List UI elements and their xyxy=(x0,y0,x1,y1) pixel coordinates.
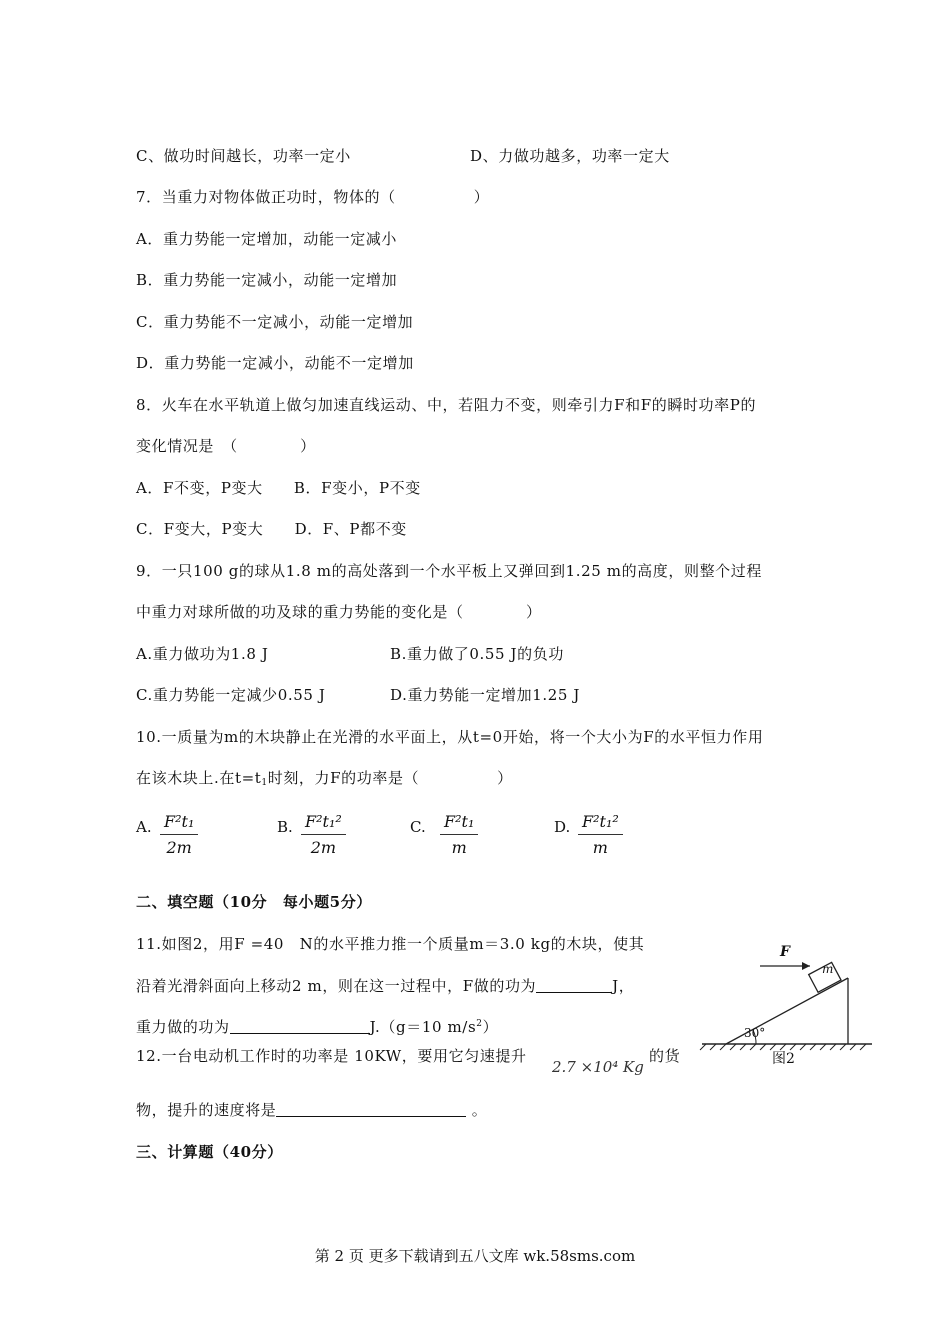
figure-2 xyxy=(698,940,878,1070)
q6-option-c: C、做功时间越长，功率一定小 xyxy=(136,147,351,165)
question-11: 11.如图2，用F =40 N的水平推力推一个质量m＝3.0 kg的木块，使其 xyxy=(136,935,645,953)
q9-option-a: A.重力做功为1.8 J xyxy=(136,645,269,663)
q9-option-c: C.重力势能一定减少0.55 J xyxy=(136,686,326,704)
question-11-cont2: 重力做的功为 J.（g＝10 $m/s^2$） xyxy=(136,1018,499,1036)
angle-label: 30° xyxy=(744,1026,766,1040)
q9-option-b: B.重力做了0.55 J的负功 xyxy=(390,645,564,663)
question-8-cont: 变化情况是 （ ） xyxy=(136,437,316,455)
q7-option-c: C．重力势能不一定减小，动能一定增加 xyxy=(136,313,414,331)
question-11-cont: 沿着光滑斜面向上移动2 m，则在这一过程中，F做的功为 J， xyxy=(136,977,635,995)
q10-option-c-label: C. xyxy=(410,818,426,836)
question-12-tail: 的货 xyxy=(649,1047,681,1065)
question-12: 12.一台电动机工作时的功率是 10KW，要用它匀速提升 xyxy=(136,1047,527,1065)
q9-option-d: D.重力势能一定增加1.25 J xyxy=(390,686,581,704)
question-9-cont: 中重力对球所做的功及球的重力势能的变化是（ ） xyxy=(136,603,542,621)
page-footer: 第 2 页 更多下载请到五八文库 wk.58sms.com xyxy=(314,1247,636,1265)
question-8: 8．火车在水平轨道上做匀加速直线运动、中，若阻力不变，则牵引力F和F的瞬时功率P的 xyxy=(136,396,757,414)
q10-option-a-label: A. xyxy=(136,818,152,836)
q10-option-c-fraction: $\frac{\text{F²t₁}}{m}$ xyxy=(440,812,478,857)
q7-option-b: B．重力势能一定减小，动能一定增加 xyxy=(136,271,398,289)
section-2-heading: 二、填空题（10分 每小题5分） xyxy=(136,893,372,911)
answer-blank-work-f[interactable] xyxy=(536,978,612,993)
answer-blank-speed[interactable] xyxy=(276,1102,466,1117)
force-label: F xyxy=(780,944,790,960)
q10-option-d-fraction: $\frac{\text{F²t₁²}}{m}$ xyxy=(578,812,623,857)
q10-option-b-fraction: $\frac{\text{F²t₁²}}{2m}$ xyxy=(301,812,346,857)
q10-option-a-fraction: $\frac{\text{F²t₁}}{2m}$ xyxy=(160,812,198,857)
question-7: 7．当重力对物体做正功时，物体的（ ） xyxy=(136,188,490,206)
q7-option-a: A．重力势能一定增加，动能一定减小 xyxy=(136,230,398,248)
question-9: 9．一只100 g的球从1.8 m的高处落到一个水平板上又弹回到1.25 m的高度，则整个过程 xyxy=(136,562,762,580)
q8-options-cd: C．F变大，P变大 D．F、P都不变 xyxy=(136,520,407,538)
q10-option-b-label: B. xyxy=(277,818,293,836)
q8-options-ab: A．F不变，P变大 B．F变小，P不变 xyxy=(136,479,421,497)
mass-label: m xyxy=(822,962,834,976)
q6-option-d: D、力做功越多，功率一定大 xyxy=(470,147,670,165)
figure-caption: 图2 xyxy=(772,1051,795,1067)
answer-blank-work-gravity[interactable] xyxy=(230,1019,370,1034)
question-10-cont: 在该木块上.在$t=t_1$时刻，力F的功率是（ ） xyxy=(136,769,513,788)
q10-option-d-label: D. xyxy=(554,818,571,836)
section-3-heading: 三、计算题（40分） xyxy=(136,1143,283,1161)
q12-mass-expression: 2.7 ×10⁴ Kg xyxy=(552,1058,644,1076)
question-12-cont: 物，提升的速度将是 。 xyxy=(136,1101,488,1119)
question-10: 10.一质量为m的木块静止在光滑的水平面上，从t=0开始，将一个大小为F的水平恒力作用 xyxy=(136,728,764,746)
q7-option-d: D．重力势能一定减小，动能不一定增加 xyxy=(136,354,414,372)
